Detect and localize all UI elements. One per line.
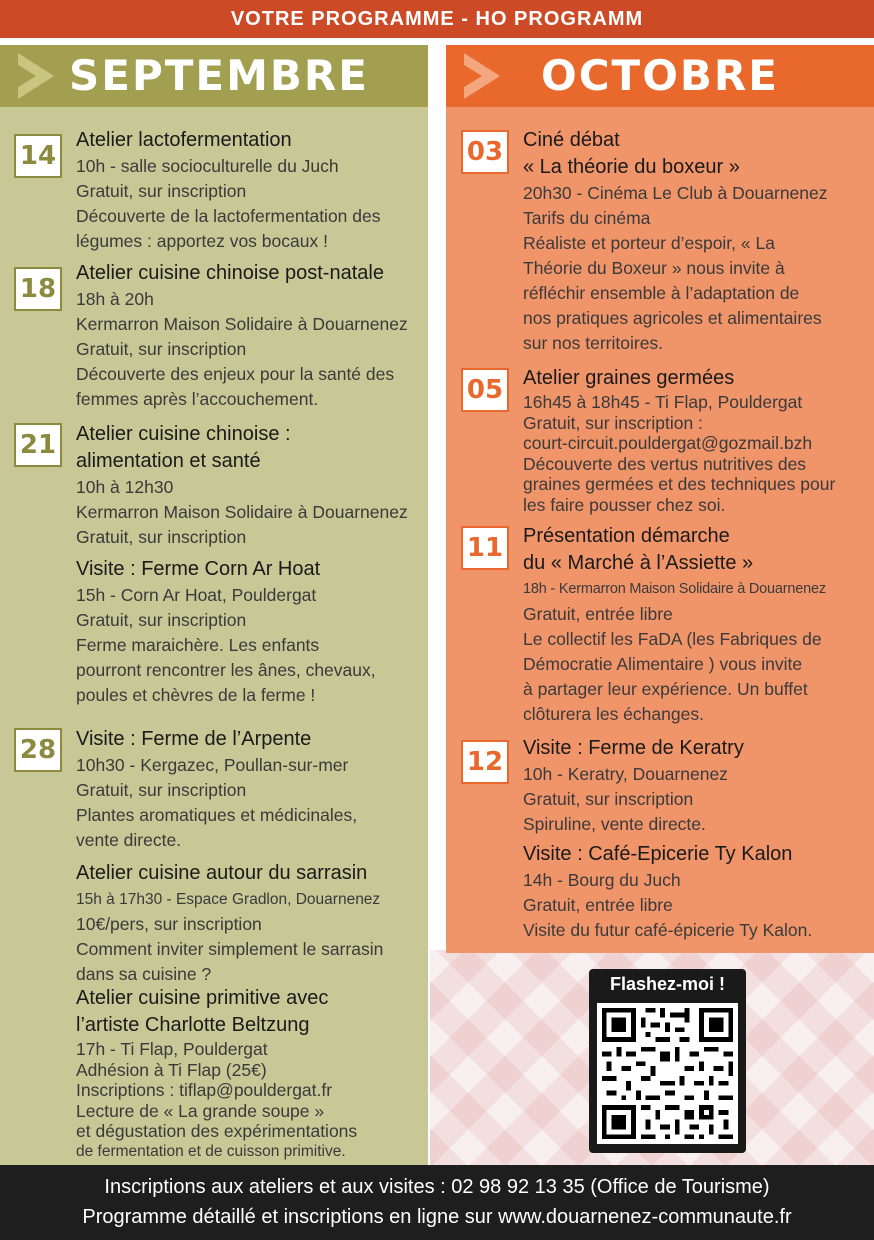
event-price: Gratuit, sur inscription (76, 610, 247, 630)
footer-line: Inscriptions aux ateliers et aux visites : 02 98 92 13 35 (Office de Tourisme) (104, 1176, 770, 1198)
day-badge: 12 (461, 740, 509, 784)
event-time-place: 20h30 - Cinéma Le Club à Douarnenez (523, 183, 828, 203)
event-place: Kermarron Maison Solidaire à Douarnenez (76, 314, 408, 334)
event-description: Lecture de « La grande soupe » (76, 1100, 325, 1121)
day-badge: 03 (461, 130, 509, 174)
month-title: OCTOBRE (541, 51, 779, 100)
event-title: Ciné débat (523, 129, 620, 151)
event-item (523, 841, 873, 943)
event-time: 18h à 20h (76, 289, 154, 309)
day-badge: 21 (14, 423, 62, 467)
event-time: 10h à 12h30 (76, 477, 174, 497)
event-title: Visite : Ferme Corn Ar Hoat (76, 558, 321, 580)
footer (0, 1165, 874, 1240)
event-price: Gratuit, sur inscription : (523, 412, 703, 433)
event-price: Gratuit, sur inscription (76, 181, 247, 201)
event-description: légumes : apportez vos bocaux ! (76, 231, 328, 251)
event-price: Gratuit, sur inscription (523, 789, 694, 809)
event-title: alimentation et santé (76, 450, 261, 472)
event-item (76, 860, 428, 987)
event-title: Atelier cuisine primitive avec (76, 987, 329, 1009)
event-item (76, 260, 428, 412)
event-title: Atelier cuisine chinoise : (76, 423, 291, 445)
event-contact: court-circuit.pouldergat@gozmail.bzh (523, 433, 813, 453)
event-description: Découverte des enjeux pour la santé des (76, 364, 395, 384)
event-title: Visite : Ferme de Keratry (523, 737, 744, 759)
event-description: Le collectif les FaDA (les Fabriques de (523, 629, 822, 649)
event-item (76, 726, 428, 853)
october-column (446, 45, 874, 953)
event-price: 10€/pers, sur inscription (76, 914, 262, 934)
event-title: Atelier graines germées (523, 367, 735, 389)
event-title: du « Marché à l’Assiette » (523, 552, 754, 574)
event-title: Visite : Ferme de l’Arpente (76, 728, 312, 750)
qr-label: Flashez-moi ! (609, 974, 725, 994)
event-description: pourront rencontrer les ânes, chevaux, (76, 660, 376, 680)
event-price: Gratuit, sur inscription (76, 527, 247, 547)
program-banner (0, 0, 874, 38)
event-description: Démocratie Alimentaire ) vous invite (523, 654, 803, 674)
event-price: Adhésion à Ti Flap (25€) (76, 1059, 267, 1080)
event-time-place: 15h à 17h30 - Espace Gradlon, Douarnenez (76, 891, 381, 908)
event-item (76, 556, 428, 708)
event-description: réfléchir ensemble à l’adaptation de (523, 283, 800, 303)
event-description: Plantes aromatiques et médicinales, (76, 805, 358, 825)
event-description: à partager leur expérience. Un buffet (523, 679, 808, 699)
event-title: Atelier cuisine chinoise post-natale (76, 262, 384, 284)
event-time-place: 10h - salle socioculturelle du Juch (76, 156, 339, 176)
event-title: Atelier lactofermentation (76, 129, 292, 151)
event-description: Ferme maraichère. Les enfants (76, 635, 320, 655)
event-description: Découverte de la lactofermentation des (76, 206, 381, 226)
banner-title: VOTRE PROGRAMME - HO PROGRAMM (230, 8, 644, 30)
event-item (76, 127, 428, 254)
september-header (0, 45, 428, 107)
event-description: vente directe. (76, 830, 182, 850)
footer-line: Programme détaillé et inscriptions en ligne sur www.douarnenez-communaute.fr (82, 1206, 792, 1228)
event-description: Découverte des vertus nutritives des (523, 453, 807, 474)
day-badge: 11 (461, 526, 509, 570)
event-description: et dégustation des expérimentations (76, 1121, 358, 1141)
september-column (0, 45, 428, 1165)
event-description: Visite du futur café-épicerie Ty Kalon. (523, 920, 813, 940)
event-description: Réaliste et porteur d’espoir, « La (523, 233, 775, 253)
event-item (523, 735, 873, 837)
event-place: Kermarron Maison Solidaire à Douarnenez (76, 502, 408, 522)
day-badge: 14 (14, 134, 62, 178)
event-description: sur nos territoires. (523, 333, 664, 353)
event-title: Présentation démarche (523, 525, 730, 547)
event-description: clôturera les échanges. (523, 704, 704, 724)
event-time-place: 15h - Corn Ar Hoat, Pouldergat (76, 585, 317, 605)
day-badge: 28 (14, 728, 62, 772)
event-description: femmes après l’accouchement. (76, 389, 319, 409)
event-price: Gratuit, sur inscription (76, 339, 247, 359)
event-title: Visite : Café-Epicerie Ty Kalon (523, 843, 793, 865)
event-item (76, 421, 428, 550)
event-price: Gratuit, sur inscription (76, 780, 247, 800)
event-contact: Inscriptions : tiflap@pouldergat.fr (76, 1080, 333, 1100)
event-description: dans sa cuisine ? (76, 964, 212, 984)
day-badge: 05 (461, 368, 509, 412)
event-description: Comment inviter simplement le sarrasin (76, 939, 384, 959)
event-time-place: 18h - Kermarron Maison Solidaire à Douarnenez (523, 581, 826, 597)
event-time-place: 14h - Bourg du Juch (523, 870, 681, 890)
event-price: Gratuit, entrée libre (523, 604, 673, 624)
event-item (523, 365, 873, 515)
event-item (523, 127, 873, 356)
october-header (446, 45, 874, 107)
qr-code-panel[interactable] (589, 969, 746, 1153)
event-time-place: 10h - Keratry, Douarnenez (523, 764, 728, 784)
event-price: Gratuit, entrée libre (523, 895, 673, 915)
event-title: « La théorie du boxeur » (523, 156, 740, 178)
event-item (76, 985, 428, 1162)
event-item (523, 523, 873, 727)
event-description: graines germées et des techniques pour (523, 474, 836, 494)
event-title: l’artiste Charlotte Beltzung (76, 1014, 310, 1036)
event-description: les faire pousser chez soi. (523, 494, 726, 515)
event-price: Tarifs du cinéma (523, 208, 651, 228)
event-description: de fermentation et de cuisson primitive. (76, 1142, 346, 1160)
event-title: Atelier cuisine autour du sarrasin (76, 862, 368, 884)
day-badge: 18 (14, 267, 62, 311)
event-time-place: 17h - Ti Flap, Pouldergat (76, 1039, 268, 1059)
event-time-place: 16h45 à 18h45 - Ti Flap, Pouldergat (523, 392, 803, 412)
event-description: poules et chèvres de la ferme ! (76, 685, 316, 705)
month-title: SEPTEMBRE (69, 51, 369, 100)
event-description: Théorie du Boxeur » nous invite à (523, 258, 785, 278)
event-description: nos pratiques agricoles et alimentaires (523, 308, 822, 328)
qr-code-icon[interactable] (597, 1003, 738, 1144)
event-time-place: 10h30 - Kergazec, Poullan-sur-mer (76, 755, 349, 775)
event-description: Spiruline, vente directe. (523, 814, 706, 834)
